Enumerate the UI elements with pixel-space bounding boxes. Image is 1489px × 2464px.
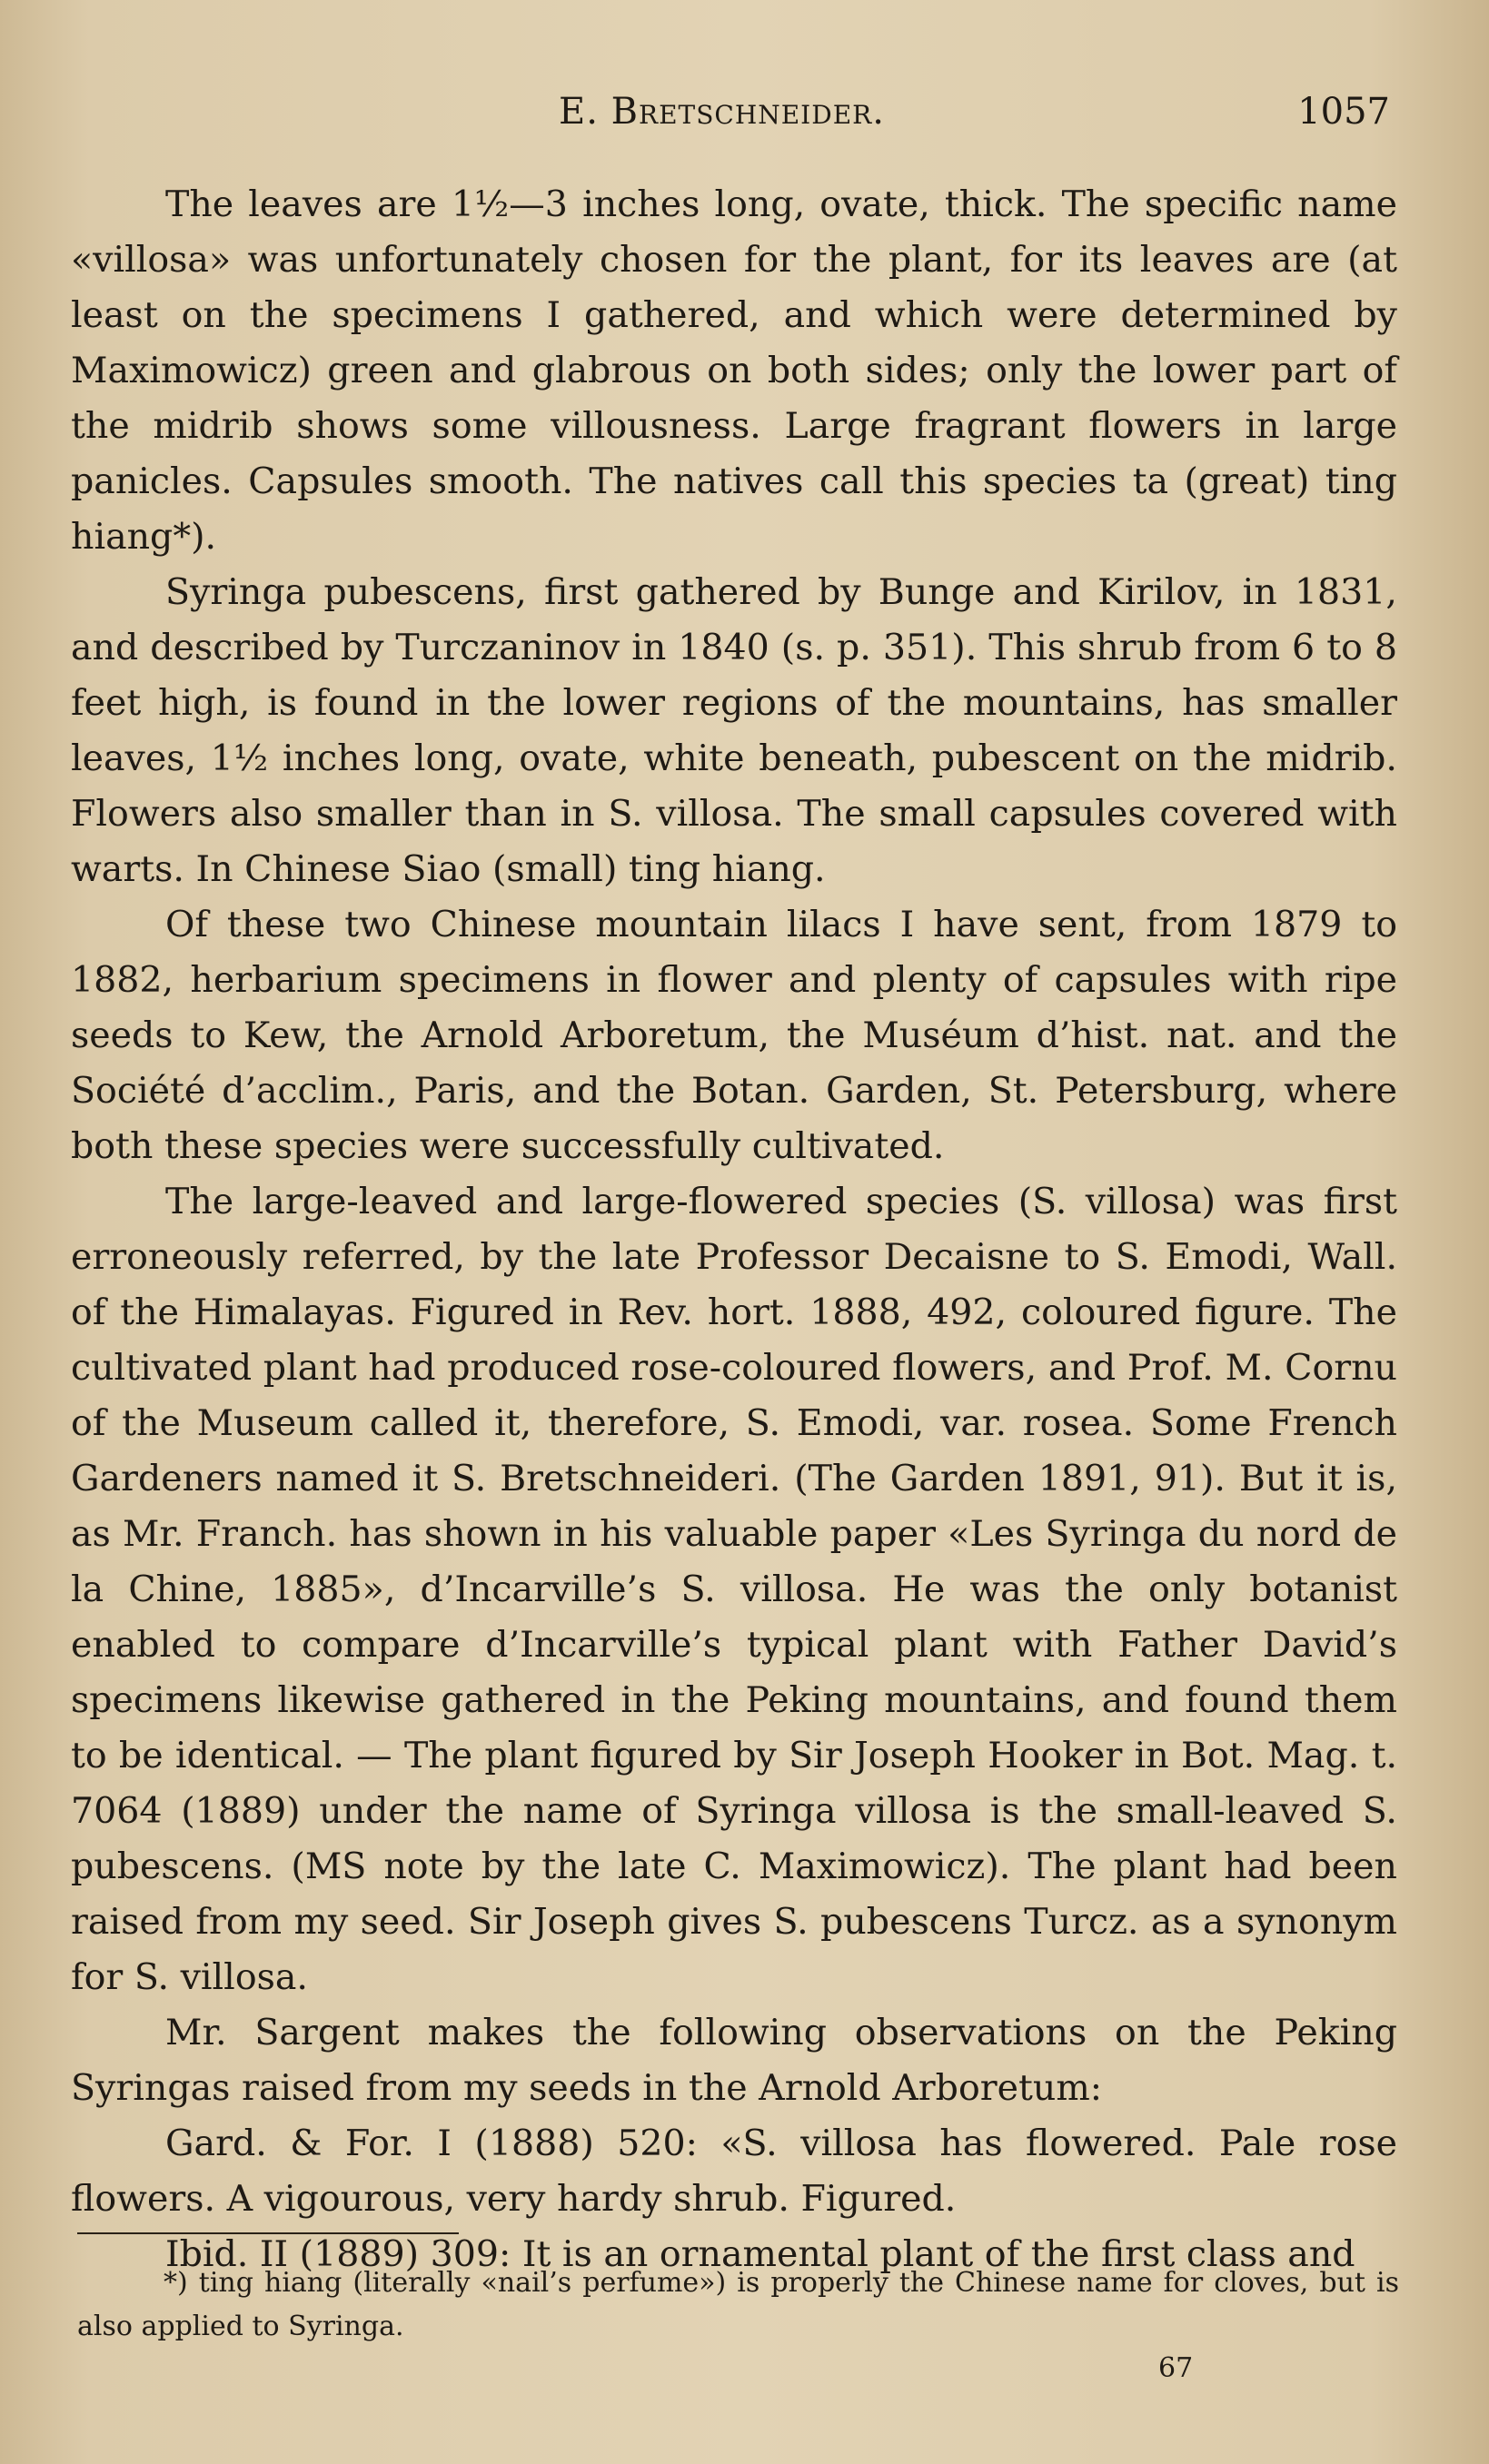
footnote-divider [77,2232,459,2234]
paragraph-ibid-1889: Ibid. II (1889) 309: It is an ornamental plant of the first class and [165,2233,1355,2275]
page-header [73,91,1390,145]
body-text [71,177,1397,2282]
running-head: E. Bretschneider. [559,91,885,133]
paragraph-villosa-leaves: The leaves are 1½—3 inches long, ovate, thick. The specific name «villosa» was unfortunately chosen for the plant, for its leaves are (at least on the specimens I gathered, and which were determined by Maximowicz) green and glabrous on both sides; only the lower part of the midrib shows some villousness. Large fragrant flowers in large panicles. Capsules smooth. The natives call this species ta (great) ting hiang*). [71,183,1397,558]
paragraph-pubescens: Syringa pubescens, first gathered by Bunge and Kirilov, in 1831, and described by Turczaninov in 1840 (s. p. 351). This shrub from 6 to 8 feet high, is found in the lower regions of the mountains, has smaller leaves, 1½ inches long, ovate, white beneath, pubescent on the midrib. Flowers also smaller than in S. villosa. The small capsules covered with warts. In Chinese Siao (small) ting hiang. [71,571,1397,890]
footnote: *) ting hiang (literally «nail’s perfume») is properly the Chinese name for cloves, but is also applied to Syringa. [77,2267,1399,2342]
page-number: 1057 [1297,91,1390,133]
paragraph-sargent: Mr. Sargent makes the following observations on the Peking Syringas raised from my seeds in the Arnold Arboretum: [71,2012,1397,2109]
paragraph-nomenclature: The large-leaved and large-flowered species (S. villosa) was first erroneously referred, by the late Professor Decaisne to S. Emodi, Wall. of the Himalayas. Figured in Rev. hort. 1888, 492, coloured figure. The cultivated plant had produced rose-coloured flowers, and Prof. M. Cornu of the Museum called it, therefore, S. Emodi, var. rosea. Some French Gardeners named it S. Bretschneideri. (The Garden 1891, 91). But it is, as Mr. Franch. has shown in his valuable paper «Les Syringa du nord de la Chine, 1885», d’Incarville’s S. villosa. He was the only botanist enabled to compare d’Incarville’s typical plant with Father David’s specimens likewise gathered in the Peking mountains, and found them to be identical. — The plant figured by Sir Joseph Hooker in Bot. Mag. t. 7064 (1889) under the name of Syringa villosa is the small-leaved S. pubescens. (MS note by the late C. Maximowicz). The plant had been raised from my seed. Sir Joseph gives S. pubescens Turcz. as a synonym for S. villosa. [71,1181,1397,1998]
signature-mark: 67 [1158,2352,1194,2384]
paragraph-specimens-sent: Of these two Chinese mountain lilacs I have sent, from 1879 to 1882, herbarium specimens in flower and plenty of capsules with ripe seeds to Kew, the Arnold Arboretum, the Muséum d’hist. nat. and the Société d’acclim., Paris, and the Botan. Garden, St. Petersburg, where both these species were successfully cultivated. [71,904,1397,1167]
paragraph-gard-for-1888: Gard. & For. I (1888) 520: «S. villosa has flowered. Pale rose flowers. A vigourous, very hardy shrub. Figured. [71,2123,1397,2220]
